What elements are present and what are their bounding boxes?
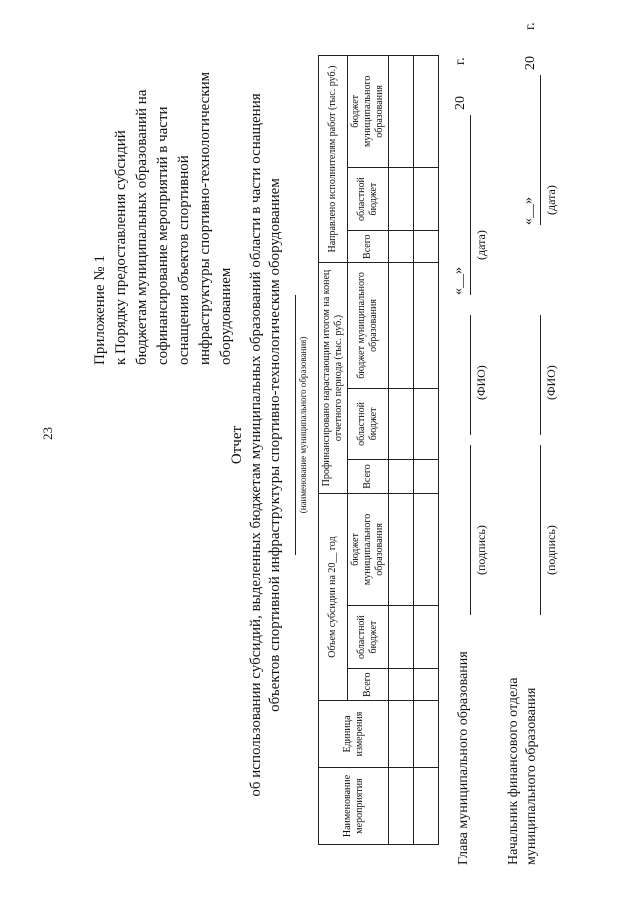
fio-caption: (ФИО) (544, 365, 558, 400)
fio-line (470, 315, 471, 435)
head-label: Глава муниципального образования (456, 651, 471, 865)
header-volume: Объем субсидии на 20__ год (319, 494, 348, 701)
sub-municipal: бюджет муниципального образования (348, 56, 389, 168)
header-name: Наименование мероприятия (319, 768, 389, 845)
year-prefix: 20 (453, 96, 468, 110)
table-row (414, 56, 439, 845)
appendix-line: оснащения объектов спортивной (176, 155, 192, 365)
header-financed: Профинансировано нарастающим итогом на конец отчетного периода (тыс. руб.) (319, 262, 348, 493)
finance-label-2: муниципального образования (524, 687, 539, 865)
header-unit: Единица измерения (319, 701, 389, 768)
date-line (470, 115, 471, 295)
signature-line (470, 445, 471, 615)
finance-label-1: Начальник финансового отдела (506, 677, 521, 865)
signature-line (540, 445, 541, 615)
page-number: 23 (40, 427, 55, 440)
municipality-line (295, 295, 296, 555)
date-quotes: «__» (451, 267, 466, 295)
report-table (318, 55, 439, 845)
header-directed: Направлено исполнителям работ (тыс. руб.) (319, 56, 348, 263)
appendix-line: оборудованием (218, 267, 234, 365)
sub-regional: областной бюджет (348, 605, 389, 669)
sub-municipal: бюджет муниципального образования (348, 262, 389, 388)
date-caption: (дата) (474, 230, 488, 260)
sub-total: Всего (348, 669, 389, 701)
date-quotes: «__» (521, 197, 536, 225)
year-suffix: г. (453, 57, 468, 65)
appendix-line: софинансирование мероприятий в части (155, 106, 171, 365)
municipality-caption: (наименование муниципального образования) (298, 336, 308, 514)
table-row (389, 56, 414, 845)
sub-regional: областной бюджет (348, 388, 389, 459)
fio-caption: (ФИО) (474, 365, 488, 400)
appendix-line: бюджетам муниципальных образований на (134, 89, 150, 365)
sub-total: Всего (348, 459, 389, 493)
report-subtitle-2: объектов спортивной инфраструктуры спортивно-технологическим оборудованием (267, 178, 283, 712)
fio-line (540, 315, 541, 435)
appendix-line: Приложение № 1 (92, 255, 108, 365)
report-title: Отчет (229, 425, 245, 465)
date-caption: (дата) (544, 185, 558, 215)
report-subtitle-1: об использовании субсидий, выделенных бюджетам муниципальных образований области в части оснащения (248, 93, 264, 797)
report-title-block (228, 65, 285, 825)
signature-caption: (подпись) (544, 525, 558, 575)
appendix-block (90, 5, 237, 365)
date-line (540, 75, 541, 225)
sub-total: Всего (348, 231, 389, 263)
year-suffix: г. (523, 22, 538, 30)
appendix-line: инфраструктуры спортивно-технологическим (197, 71, 213, 365)
sub-regional: областной бюджет (348, 167, 389, 231)
appendix-line: к Порядку предоставления субсидий (113, 130, 129, 365)
year-prefix: 20 (523, 56, 538, 70)
sub-municipal: бюджет муниципального образования (348, 494, 389, 606)
signature-caption: (подпись) (474, 525, 488, 575)
